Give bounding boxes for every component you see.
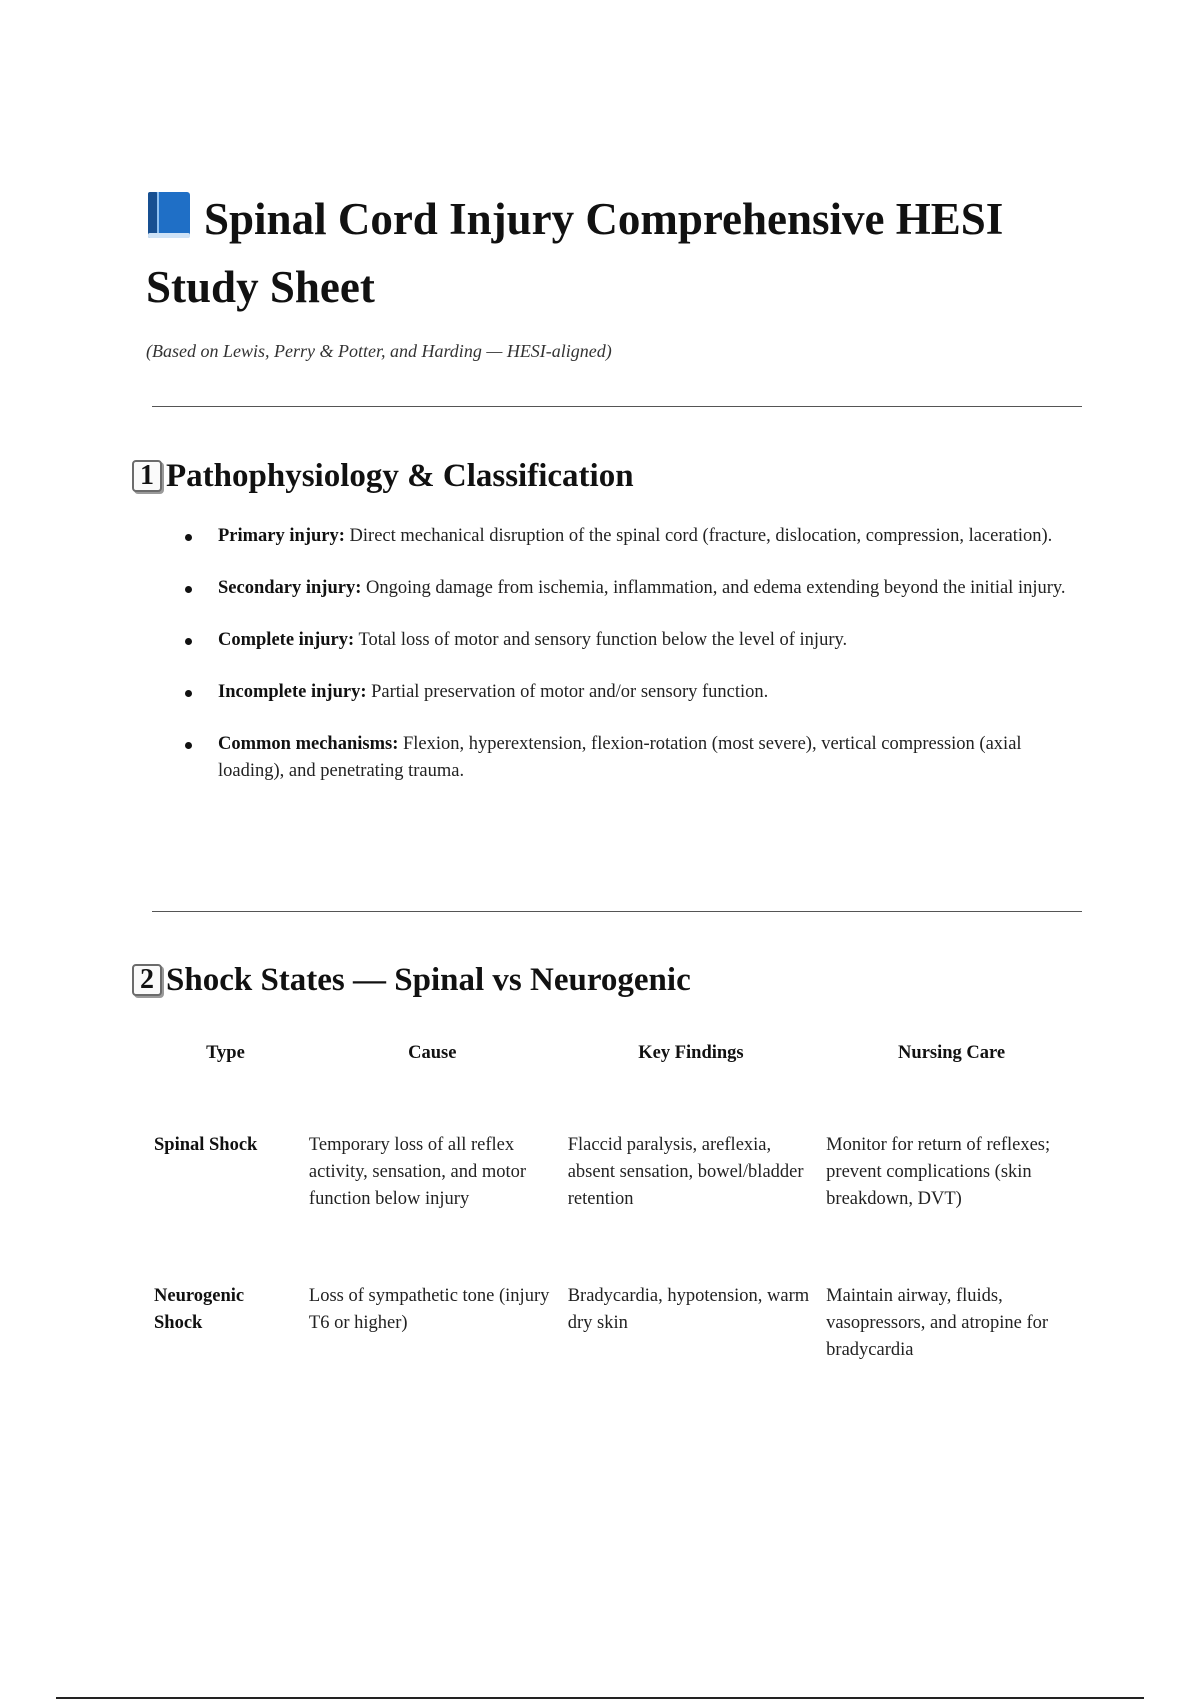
table-cell-type: Spinal Shock [154, 1135, 258, 1155]
keycap-number-icon: 1 [132, 460, 162, 492]
document-title [146, 188, 1076, 318]
table-row [148, 1132, 1083, 1283]
list-item-text: Partial preservation of motor and/or sensory function. [366, 682, 769, 702]
page-bottom-rule [56, 1697, 1144, 1699]
shock-states-table [148, 1040, 1083, 1364]
classification-list [218, 523, 1088, 810]
list-item [218, 679, 1088, 706]
list-item-term: Complete injury: [218, 630, 355, 650]
table-cell-nursing-care: Maintain airway, fluids, vasopressors, and atropine for bradycardia [826, 1286, 1049, 1360]
table-cell-cause: Loss of sympathetic tone (injury T6 or higher) [308, 1286, 550, 1333]
section-heading-pathophysiology [132, 456, 634, 496]
list-item [218, 627, 1088, 654]
keycap-number-icon: 2 [132, 964, 162, 996]
list-item [218, 523, 1088, 550]
blue-book-icon [146, 190, 192, 256]
table-header-type: Type [206, 1043, 245, 1063]
section-divider [152, 911, 1082, 912]
list-item-term: Common mechanisms: [218, 734, 399, 754]
table-cell-cause: Temporary loss of all reflex activity, sensation, and motor function below injury [308, 1135, 527, 1209]
list-item [218, 731, 1088, 785]
table-cell-nursing-care: Monitor for return of reflexes; prevent complications (skin breakdown, DVT) [826, 1135, 1051, 1209]
section-heading-shock-states [132, 960, 691, 1000]
list-item-text: Direct mechanical disruption of the spinal cord (fracture, dislocation, compression, laceration). [344, 526, 1053, 546]
table-header-cause: Cause [408, 1043, 457, 1063]
list-item-text: Ongoing damage from ischemia, inflammation, and edema extending beyond the initial injury. [361, 578, 1066, 598]
section-heading-text: Pathophysiology & Classification [166, 458, 634, 494]
table-cell-type: Neurogenic Shock [154, 1286, 245, 1333]
list-item-text: Total loss of motor and sensory function below the level of injury. [354, 630, 848, 650]
table-row [148, 1283, 1083, 1364]
document-title-text: Spinal Cord Injury Comprehensive HESI Study Sheet [146, 194, 1004, 312]
table-header-key-findings: Key Findings [638, 1043, 744, 1063]
table-header-nursing-care: Nursing Care [898, 1043, 1006, 1063]
document-subtitle: (Based on Lewis, Perry & Potter, and Harding — HESI-aligned) [146, 341, 612, 361]
list-item-term: Primary injury: [218, 526, 345, 546]
table-cell-key-findings: Flaccid paralysis, areflexia, absent sensation, bowel/bladder retention [567, 1135, 804, 1209]
list-item [218, 575, 1088, 602]
list-item-term: Secondary injury: [218, 578, 362, 598]
table-header-row [148, 1040, 1083, 1132]
section-divider [152, 406, 1082, 407]
list-item-text: Flexion, hyperextension, flexion-rotation (most severe), vertical compression (axial loading), and penetrating trauma. [218, 734, 1022, 781]
section-heading-text: Shock States — Spinal vs Neurogenic [166, 962, 691, 998]
list-item-term: Incomplete injury: [218, 682, 367, 702]
table-cell-key-findings: Bradycardia, hypotension, warm dry skin [567, 1286, 810, 1333]
